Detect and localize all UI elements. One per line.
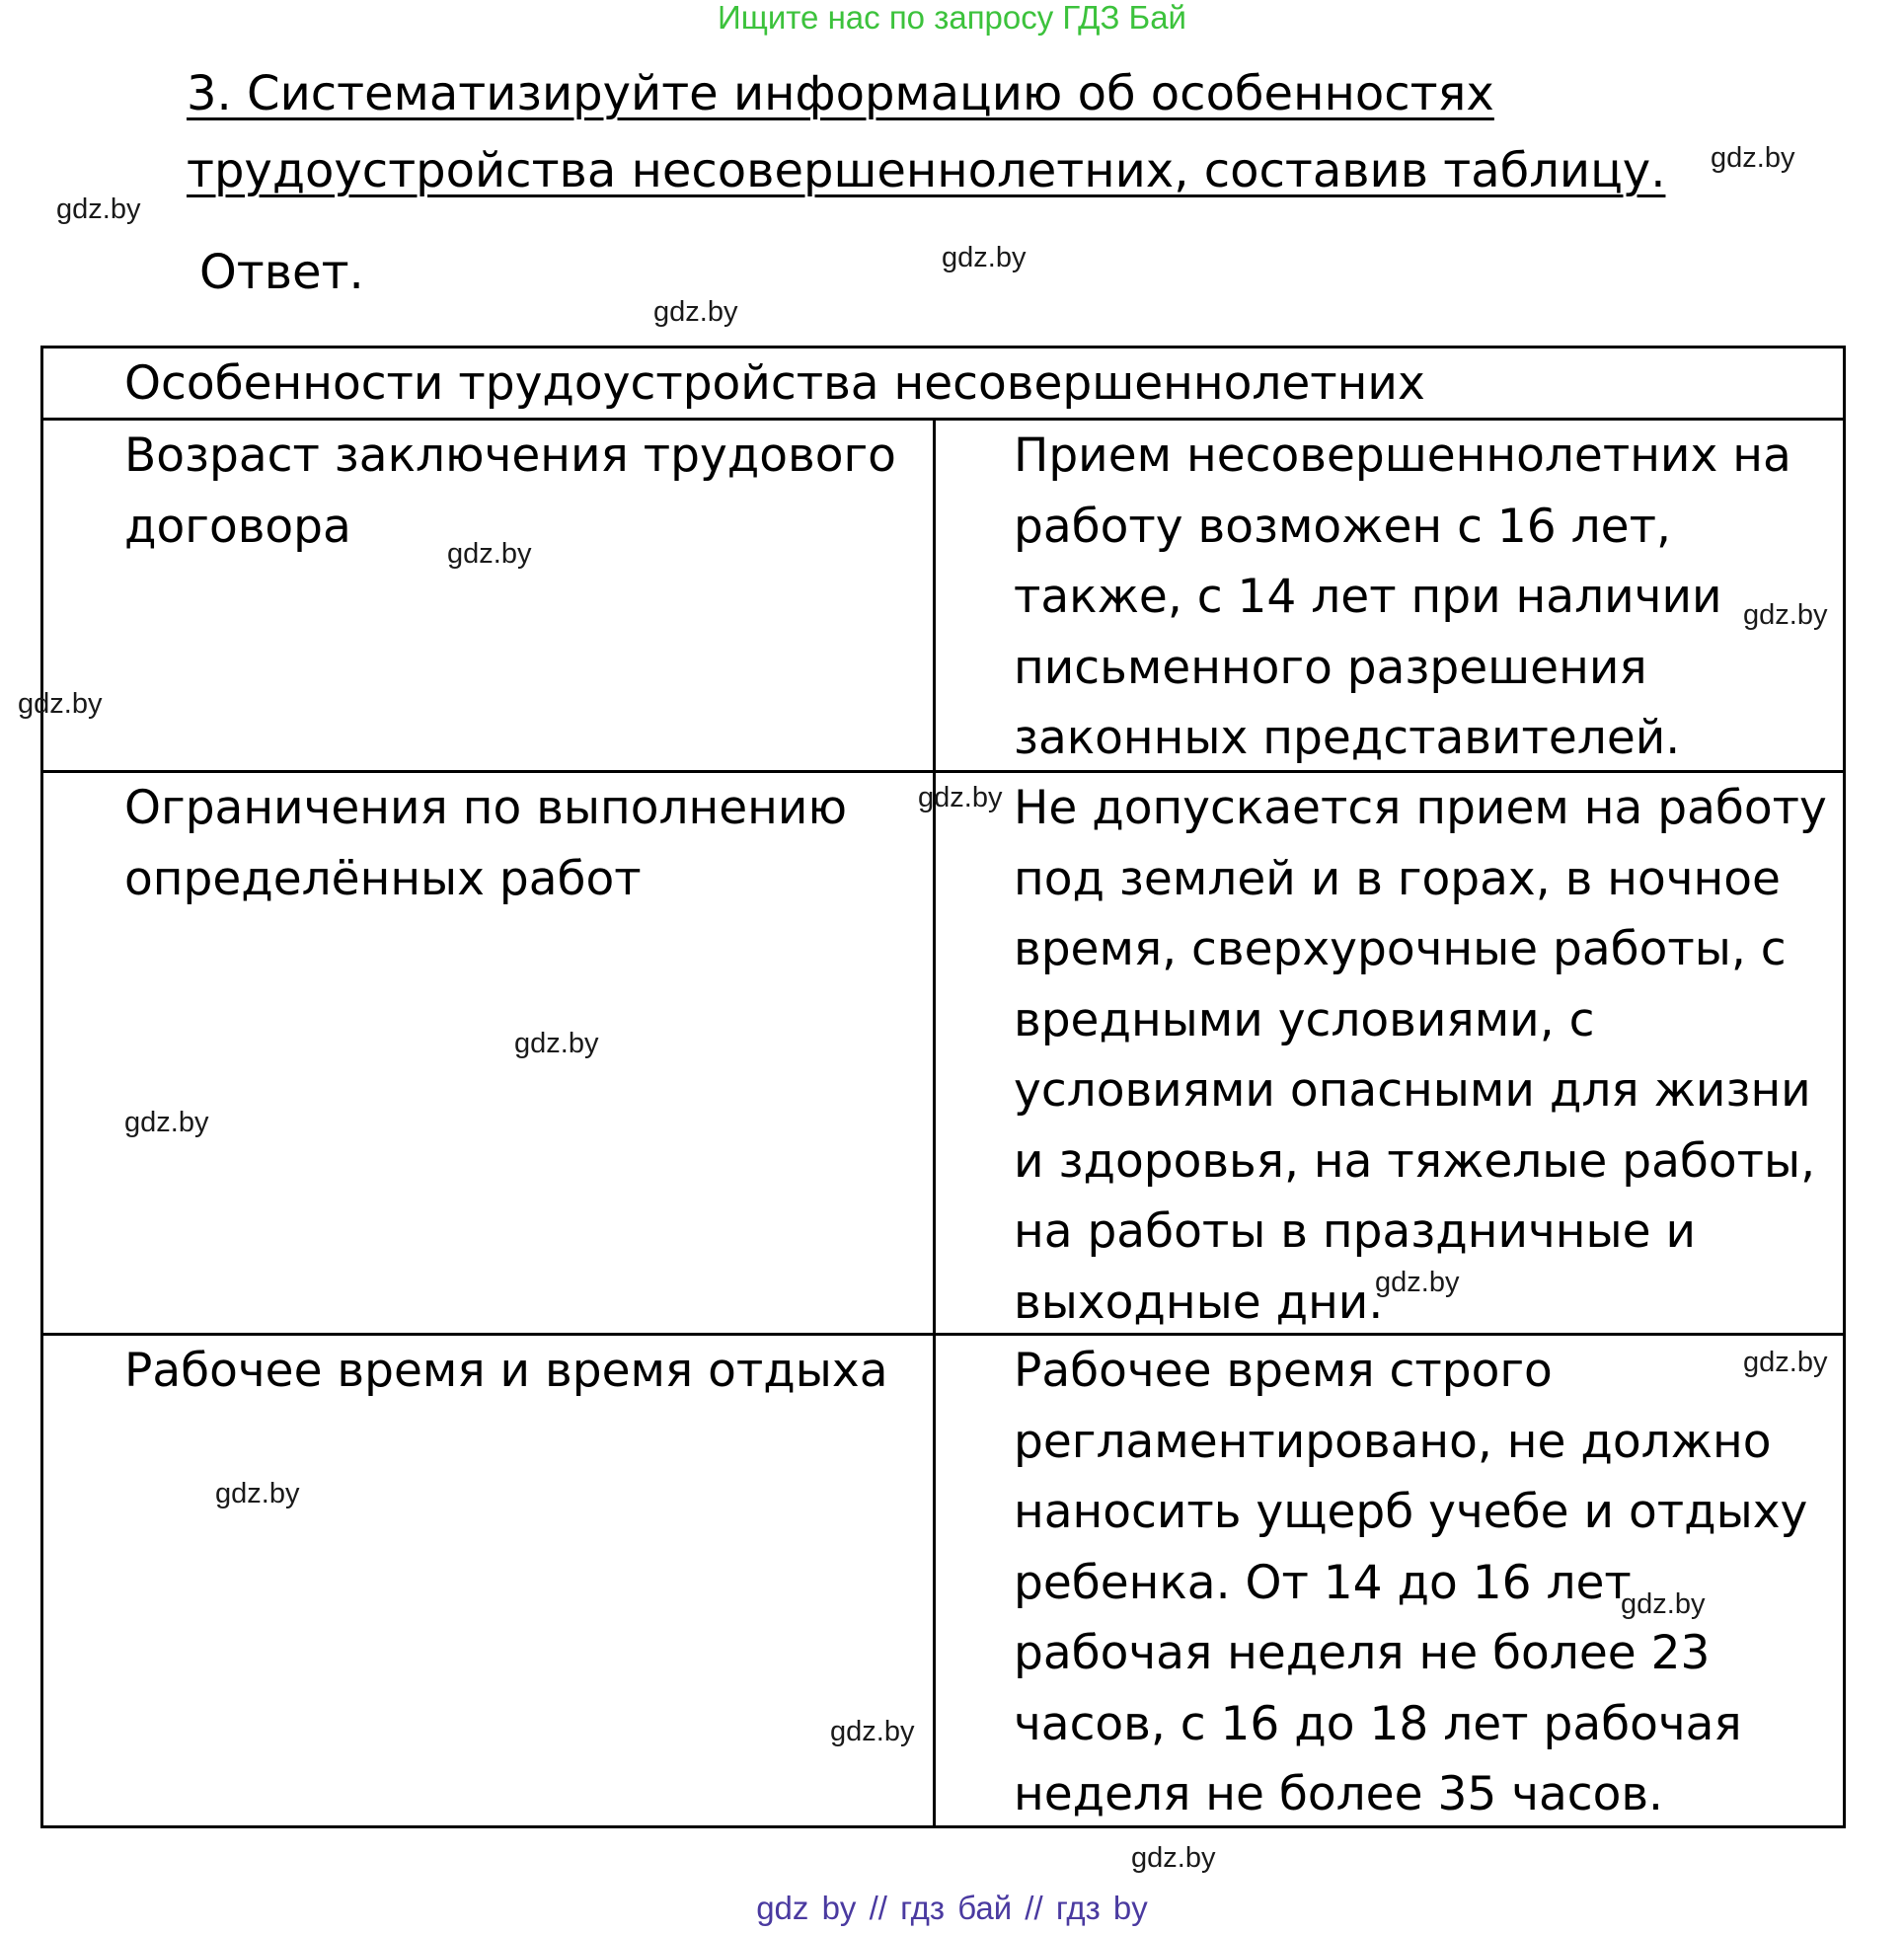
watermark-text: gdz.by [653,296,738,328]
footer-links: gdz by // гдз бай // гдз by [756,1890,1148,1926]
watermark-text: gdz.by [215,1478,300,1509]
features-table [40,346,1846,1828]
task-heading-line-1: 3. Систематизируйте информацию об особенностях [187,66,1494,121]
table-row-3-feature: Рабочее время и время отдыха [124,1344,888,1398]
watermark-text: gdz.by [942,242,1027,273]
table-column-divider [933,421,936,1825]
answer-label: Ответ. [199,245,364,300]
watermark-text: gdz.by [1743,599,1828,631]
table-row-1-feature: Возраст заключения трудового договора [124,428,896,554]
table-row-3-description: Рабочее время строго регламентировано, не должно наносить ущерб учебе и отдыху ребенка. От 14 до 16 лет рабочая неделя не более 23 часов, с 16 до 18 лет рабочая неделя не более 35 часов. [1014,1344,1808,1821]
watermark-text: gdz.by [124,1107,209,1138]
watermark-text: gdz.by [1375,1267,1460,1298]
watermark-text: gdz.by [830,1716,915,1747]
watermark-text: gdz.by [514,1028,599,1059]
table-row-2-description: Не допускается прием на работу под землей и в горах, в ночное время, сверхурочные работы, с вредными условиями, с условиями опасными для жизни и здоровья, на тяжелые работы, на работы в праздничные и выходные дни. [1014,781,1827,1330]
task-heading [187,55,1726,209]
table-row-2-feature: Ограничения по выполнению определённых работ [124,781,848,906]
watermark-text: gdz.by [1743,1347,1828,1378]
search-banner: Ищите нас по запросу ГДЗ Бай [718,0,1186,36]
watermark-text: gdz.by [1711,142,1795,174]
watermark-text: gdz.by [56,193,141,225]
watermark-text: gdz.by [918,782,1003,813]
task-heading-line-2: трудоустройства несовершеннолетних, составив таблицу. [187,143,1666,198]
table-row-1-description: Прием несовершеннолетних на работу возможен с 16 лет, также, с 14 лет при наличии письменного разрешения законных представителей. [1014,428,1791,765]
watermark-text: gdz.by [1621,1588,1706,1620]
table-header: Особенности трудоустройства несовершеннолетних [124,356,1425,411]
watermark-text: gdz.by [1131,1842,1216,1874]
watermark-text: gdz.by [447,538,532,570]
watermark-text: gdz.by [18,688,103,720]
